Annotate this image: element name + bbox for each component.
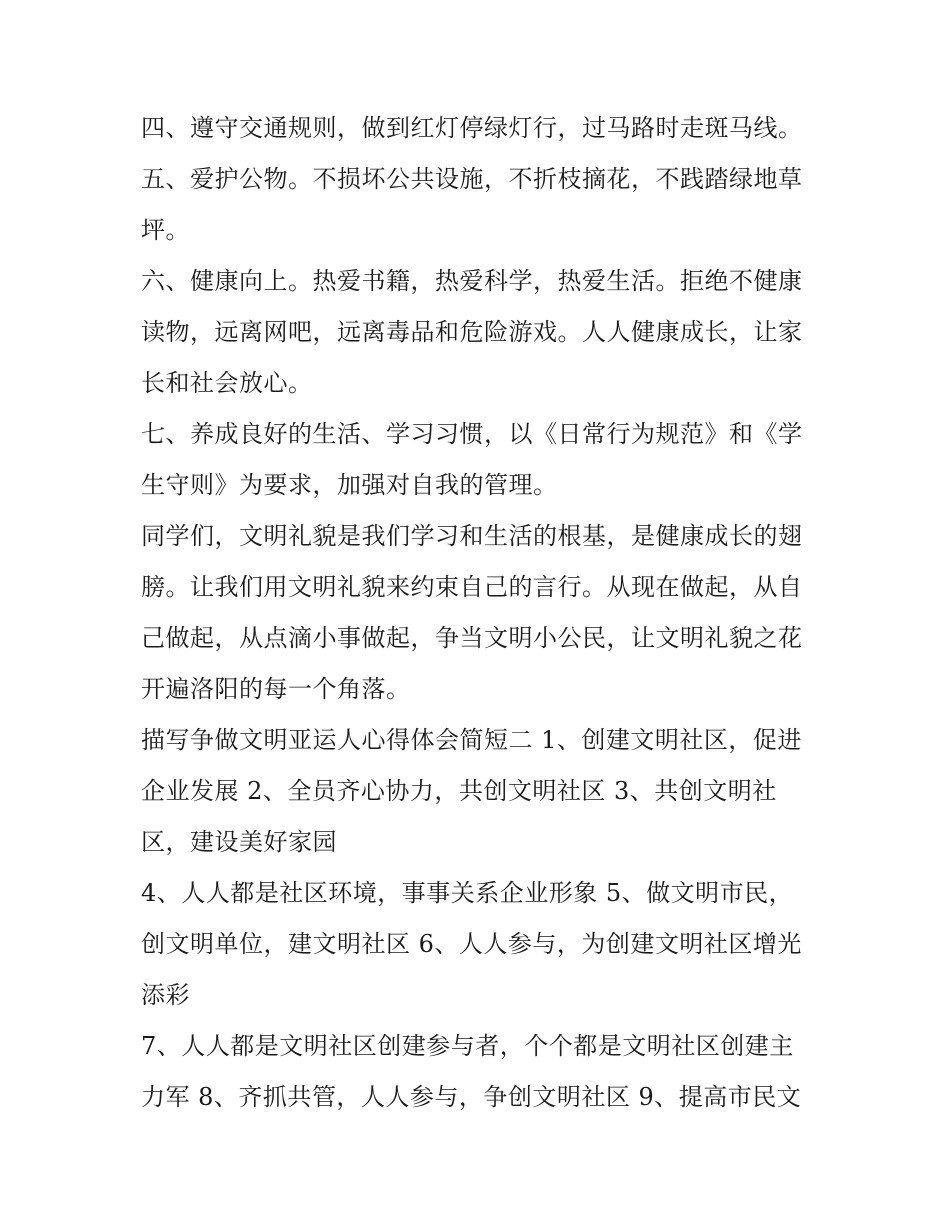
text-line: 己做起，从点滴小事做起，争当文明小公民，让文明礼貌之花 bbox=[141, 624, 803, 652]
text-line: 同学们，文明礼貌是我们学习和生活的根基，是健康成长的翅 bbox=[141, 522, 803, 550]
text-line: 七、养成良好的生活、学习习惯，以《日常行为规范》和《学 bbox=[141, 420, 803, 448]
paragraph-protect-property bbox=[141, 154, 821, 256]
text-line: 添彩 bbox=[141, 981, 190, 1009]
text-line: 力军 8、齐抓共管，人人参与，争创文明社区 9、提高市民文 bbox=[141, 1083, 802, 1111]
text-line: 区，建设美好家园 bbox=[141, 828, 337, 856]
paragraph-slogans-4-6 bbox=[141, 868, 821, 1021]
paragraph-slogans-7-9 bbox=[141, 1021, 821, 1123]
text-line: 生守则》为要求，加强对自我的管理。 bbox=[141, 471, 558, 499]
text-line: 创文明单位，建文明社区 6、人人参与，为创建文明社区增光 bbox=[141, 930, 802, 958]
text-line: 六、健康向上。热爱书籍，热爱科学，热爱生活。拒绝不健康 bbox=[141, 267, 803, 295]
text-line: 五、爱护公物。不损坏公共设施，不折枝摘花，不践踏绿地草 bbox=[141, 165, 803, 193]
text-line: 描写争做文明亚运人心得体会简短二 1、创建文明社区，促进 bbox=[141, 726, 802, 754]
document-page bbox=[141, 103, 821, 1123]
paragraph-healthy bbox=[141, 256, 821, 409]
text-line: 企业发展 2、全员齐心协力，共创文明社区 3、共创文明社 bbox=[141, 777, 777, 805]
paragraph-classmates bbox=[141, 511, 821, 715]
text-line: 长和社会放心。 bbox=[141, 369, 313, 397]
text-line: 四、遵守交通规则，做到红灯停绿灯行，过马路时走斑马线。 bbox=[141, 114, 803, 142]
text-line: 7、人人都是文明社区创建参与者，个个都是文明社区创建主 bbox=[141, 1032, 794, 1060]
text-line: 开遍洛阳的每一个角落。 bbox=[141, 675, 411, 703]
paragraph-section-two bbox=[141, 715, 821, 868]
paragraph-good-habits bbox=[141, 409, 821, 511]
paragraph-traffic-rules bbox=[141, 103, 821, 154]
text-line: 4、人人都是社区环境，事事关系企业形象 5、做文明市民， bbox=[141, 879, 794, 907]
text-line: 读物，远离网吧，远离毒品和危险游戏。人人健康成长，让家 bbox=[141, 318, 803, 346]
text-line: 坪。 bbox=[141, 216, 190, 244]
text-line: 膀。让我们用文明礼貌来约束自己的言行。从现在做起，从自 bbox=[141, 573, 803, 601]
